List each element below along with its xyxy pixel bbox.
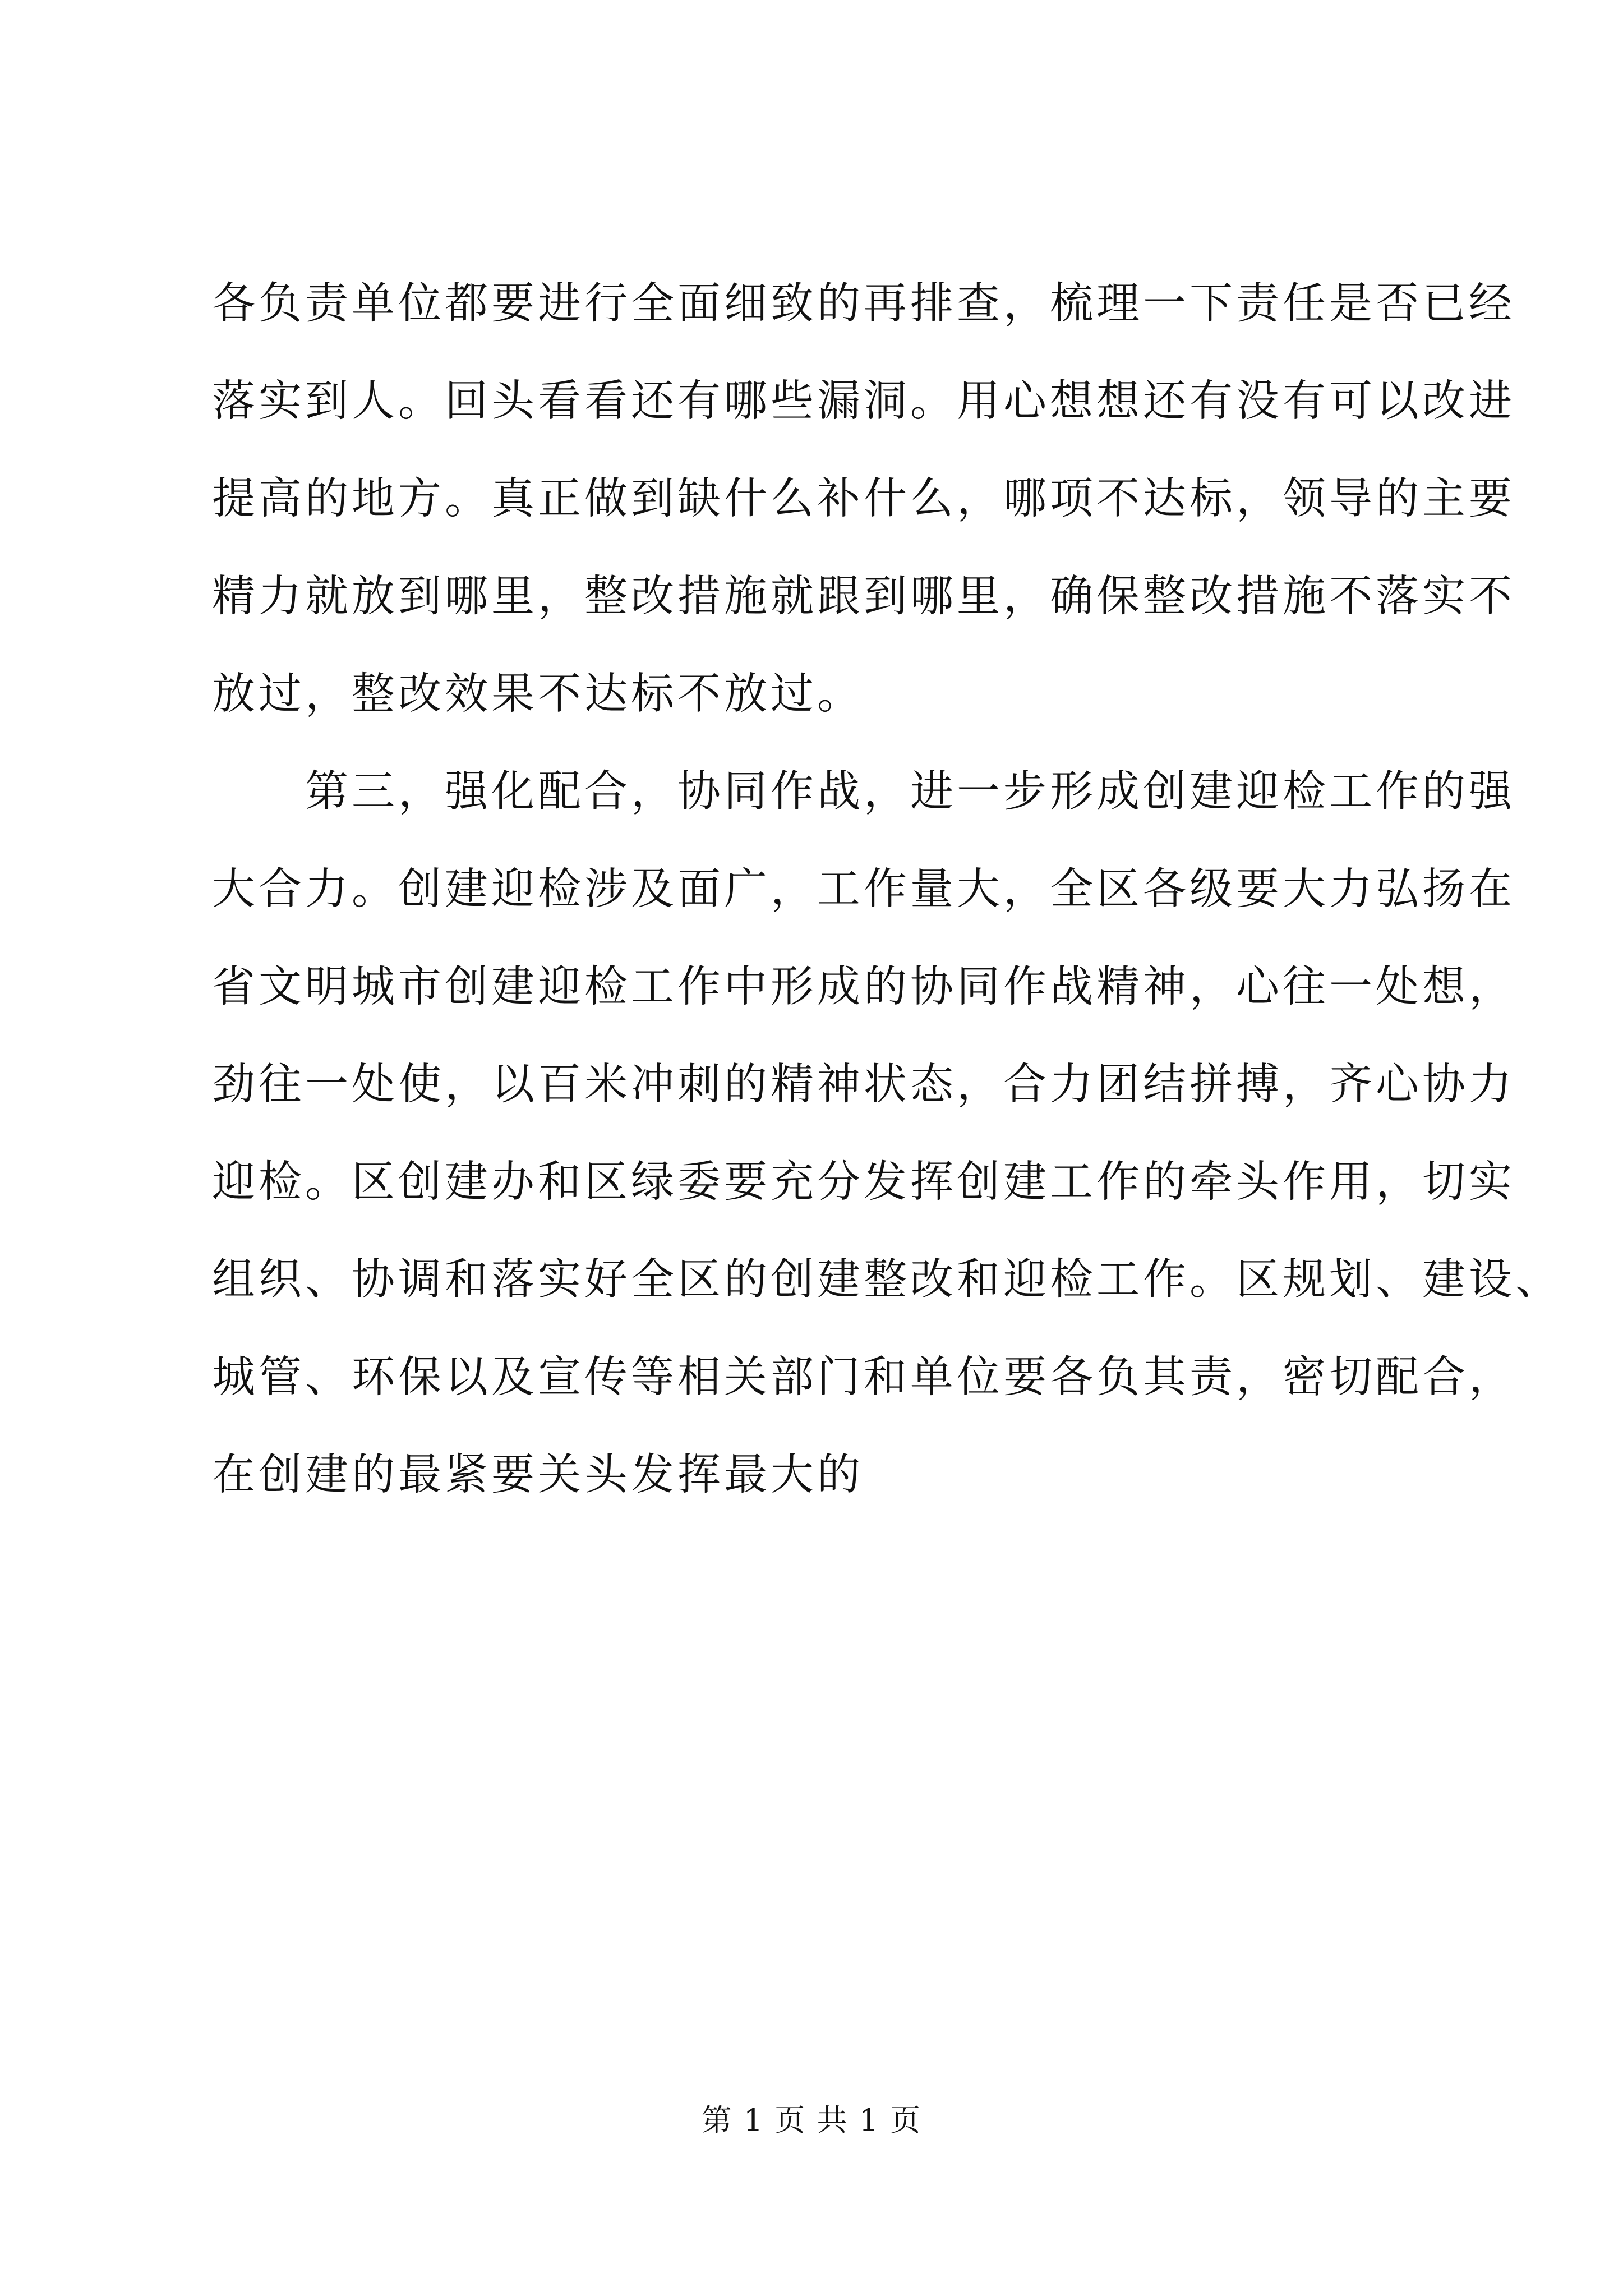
text-line-8: 省文明城市创建迎检工作中形成的协同作战精神，心往一处想，	[212, 962, 1515, 1012]
text-line-10: 迎检。区创建办和区绿委要充分发挥创建工作的牵头作用，切实	[212, 1157, 1515, 1207]
page-footer	[0, 2098, 1623, 2143]
text-line-2: 落实到人。回头看看还有哪些漏洞。用心想想还有没有可以改进	[212, 376, 1515, 426]
text-line-11: 组织、协调和落实好全区的创建整改和迎检工作。区规划、建设、	[212, 1255, 1562, 1305]
text-line-1: 各负责单位都要进行全面细致的再排查，梳理一下责任是否已经	[212, 279, 1515, 329]
page-number-label: 第 1 页 共 1 页	[701, 2102, 922, 2138]
text-line-12: 城管、环保以及宣传等相关部门和单位要各负其责，密切配合，	[212, 1352, 1515, 1402]
text-line-4: 精力就放到哪里，整改措施就跟到哪里，确保整改措施不落实不	[212, 572, 1515, 622]
text-line-6: 第三，强化配合，协同作战，进一步形成创建迎检工作的强	[212, 767, 1515, 817]
text-line-3: 提高的地方。真正做到缺什么补什么，哪项不达标，领导的主要	[212, 474, 1515, 524]
text-line-9: 劲往一处使，以百米冲刺的精神状态，合力团结拼搏，齐心协力	[212, 1060, 1515, 1110]
text-line-7: 大合力。创建迎检涉及面广，工作量大，全区各级要大力弘扬在	[212, 864, 1515, 914]
text-line-5: 放过，整改效果不达标不放过。	[212, 669, 864, 719]
text-line-13: 在创建的最紧要关头发挥最大的	[212, 1450, 864, 1500]
body-text	[212, 255, 1562, 1524]
